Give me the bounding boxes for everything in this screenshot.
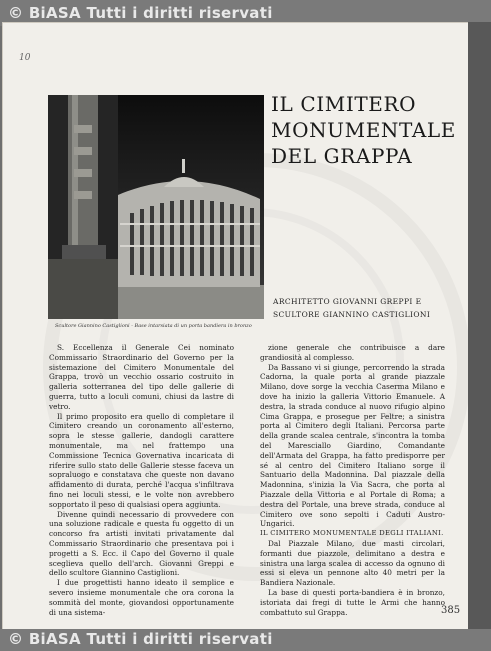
paragraph: La base di questi porta-bandiera è in bronzo, istoriata dai fregi di tutte le Armi che hanno combattuto sul Grappa. (260, 587, 445, 617)
paragraph: Da Bassano vi si giunge, percorrendo la strada Cadorna, la quale porta al grande piazzale Milano, dove sorge la vecchia Caserma Milano e dove ha inizio la galleria Vittorio Emanuele. A destra, la strada conduce al nuovo rifugio alpino Cima Grappa, e prosegue per Feltre; a sinistra porta al Cimitero degli Italiani. Percorsa parte della grande scalea centrale, s'incontra la tomba del Maresciallo Giardino, Comandante dell'Armata del Grappa, ha fatto predisporre per sé al centro del Cimitero Italiano sorge il Santuario della Madonnina. Dal piazzale della Madonnina, s'inizia la Via Sacra, che porta al Piazzale della Vittoria e al Portale di Roma; a destra del Portale, una breve strada, conduce al Cimitero ove sono sepolti i Caduti Austro-Ungarici. (260, 362, 445, 529)
title-line: IL CIMITERO (271, 92, 417, 116)
paragraph: zione generale che contribuisce a dare grandiosità al complesso. (260, 343, 445, 362)
article-authors (273, 295, 463, 321)
paragraph: I due progettisti hanno ideato il semplice e severo insieme monumentale che ora corona la sommità del monte, giovandosi opportunamente di una sistema- (49, 578, 234, 617)
pencil-mark: 10 (19, 53, 31, 63)
monument-photo (48, 95, 264, 319)
document-page (2, 22, 470, 634)
title-line: DEL GRAPPA (271, 144, 413, 168)
section-heading: IL CIMITERO MONUMENTALE DEGLI ITALIANI. (260, 529, 444, 538)
author-line: ARCHITETTO GIOVANNI GREPPI E (273, 297, 422, 306)
page-number: 385 (441, 605, 461, 616)
paragraph: Divenne quindi necessario di provvedere con una soluzione radicale e questa fu oggetto di un concorso fra artisti invitati privatamente dal Commissario Straordinario che presentava poi i progetti a S. Ecc. il Capo del Governo il quale sceglieva quello dell'arch. Giovanni Greppi e dello scultore Giannino Castiglioni. (49, 509, 234, 578)
watermark-top: © BiASA Tutti i diritti riservati (8, 4, 273, 22)
author-line: SCULTORE GIANNINO CASTIGLIONI (273, 310, 431, 319)
paragraph: S. Eccellenza il Generale Cei nominato Commissario Straordinario del Governo per la sistemazione del Cimitero Monumentale del Grappa, trovò un vecchio ossario costruito in galleria sotterranea del tipo delle gallerie di guerra, tutto a loculi comuni, chiusi da lastre di vetro. (49, 343, 234, 411)
watermark-bottom: © BiASA Tutti i diritti riservati (8, 630, 273, 648)
paragraph: Il primo proposito era quello di completare il Cimitero creando un coronamento all'esterno, sopra le stesse gallerie, dandogli carattere monumentale, ma nel frattempo una Commissione Tecnica Governativa incaricata di riferire sullo stato delle Gallerie stesse faceva un sopraluogo e constatava che queste non davano affidamento di durata, perché l'acqua s'infiltrava fino nei loculi stessi, e le volte non avrebbero sopportato il peso di qualsiasi opera aggiunta. (49, 411, 234, 509)
scan-right-edge (468, 22, 491, 632)
title-line: MONUMENTALE (271, 118, 456, 142)
photo-caption: Scultore Giannino Castiglioni - Base intarsiata di un porta bandiera in bronzo (55, 323, 252, 329)
paragraph: Dal Piazzale Milano, due masti circolari, formanti due piazzole, delimitano a destra e sinistra una larga scalea di accesso da ognuno di essi si eleva un pennone alto 40 metri per la Bandiera Nazionale. (260, 538, 445, 588)
article-title (271, 91, 461, 169)
photo-illustration (48, 95, 264, 319)
text-column-left (49, 343, 234, 617)
text-column-right (260, 343, 445, 617)
